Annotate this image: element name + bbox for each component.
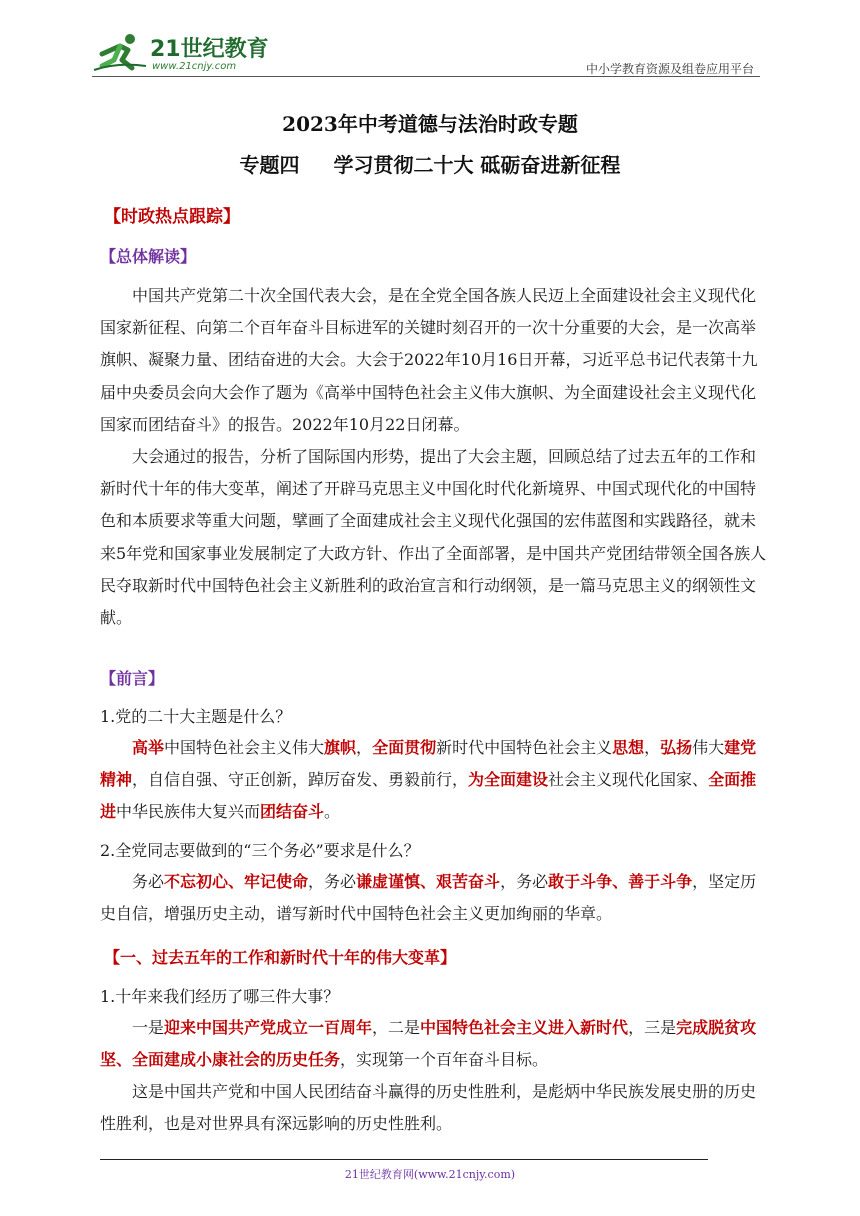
platform-name: 中小学教育资源及组卷应用平台 — [585, 62, 754, 76]
runner-logo-icon — [92, 32, 148, 72]
section1-question-1: 1.十年来我们经历了哪三件大事？ — [100, 987, 340, 1006]
text-run: 中华民族伟大复兴而 — [116, 802, 261, 822]
highlighted-phrase: 不忘初心、牢记使命 — [164, 872, 309, 891]
preface-answer-1 — [100, 732, 768, 829]
highlighted-phrase: 中国特色社会主义进入新时代 — [420, 1018, 629, 1037]
text-run: 社会主义现代化国家、 — [548, 770, 709, 790]
section1-paragraph-2: 这是中国共产党和中国人民团结奋斗赢得的历史性胜利，是彪炳中华民族发展史册的历史性胜利，也是对世界具有深远影响的历史性胜利。 — [100, 1082, 757, 1134]
highlighted-phrase: 为全面建设 — [468, 770, 549, 790]
overview-paragraph-2: 大会通过的报告，分析了国际国内形势，提出了大会主题，回顾总结了过去五年的工作和新时代十年的伟大变革，阐述了开辟马克思主义中国化时代化新境界、中国式现代化的中国特色和本质要求等重大问题，擘画了全面建成社会主义现代化强国的宏伟蓝图和实践路径，就未来5年党和国家事业发展制定了大政方针、作出了全面部署，是中国共产党团结带领全国各族人民夺取新时代中国特色社会主义新胜利的政治宣言和行动纲领，是一篇马克思主义的纲领性文献。 — [100, 447, 767, 628]
highlighted-phrase: 思想 — [612, 738, 645, 757]
text-run: ，务必 — [308, 872, 357, 891]
preface-answer-2 — [100, 866, 768, 930]
highlighted-phrase: 团结奋斗 — [260, 802, 325, 822]
text-run: 新时代中国特色社会主义 — [436, 738, 613, 757]
text-run: ， — [644, 738, 661, 757]
page-subtitle: 专题四 学习贯彻二十大 砥砺奋进新征程 — [239, 153, 621, 177]
highlighted-phrase: 建党精神 — [100, 738, 757, 790]
section-heading-hot: 【时政热点跟踪】 — [104, 207, 240, 227]
section1-answer-1 — [100, 1012, 768, 1076]
highlighted-phrase: 全面贯彻 — [372, 738, 437, 757]
preface-question-1: 1.党的二十大主题是什么？ — [100, 707, 292, 726]
text-run: 。 — [324, 802, 341, 822]
highlighted-phrase: 迎来中国共产党成立一百周年 — [164, 1018, 373, 1037]
highlighted-phrase: 弘扬 — [660, 738, 693, 757]
page-title: 2023年中考道德与法治时政专题 — [282, 112, 578, 136]
text-run: 中国特色社会主义伟大 — [164, 738, 325, 757]
highlighted-phrase: 完成脱贫攻坚、全面建成小康社会的历史任务 — [100, 1018, 757, 1070]
preface-question-2: 2.全党同志要做到的“三个务必”要求是什么？ — [100, 841, 420, 860]
text-run: ，二是 — [372, 1018, 421, 1037]
section-heading-1: 【一、过去五年的工作和新时代十年的伟大变革】 — [104, 948, 457, 967]
highlighted-phrase: 谦虚谨慎、艰苦奋斗 — [356, 872, 501, 891]
text-run: ，务必 — [500, 872, 549, 891]
text-run: ，三是 — [628, 1018, 677, 1037]
highlighted-phrase: 敢于斗争、善于斗争 — [548, 872, 693, 891]
logo-text: 21世纪教育 — [150, 37, 269, 62]
header-divider — [92, 76, 760, 77]
preface-heading: 【前言】 — [100, 669, 165, 688]
overview-heading: 【总体解读】 — [100, 247, 197, 266]
text-run: ， — [356, 738, 373, 757]
page-footer[interactable]: 21世纪教育网(www.21cnjy.com) — [344, 1168, 516, 1181]
page-header — [92, 28, 760, 80]
text-run: ，实现第一个百年奋斗目标。 — [340, 1050, 549, 1070]
footer-divider — [100, 1159, 708, 1160]
highlighted-phrase: 高举 — [132, 738, 165, 757]
text-run: ，坚定历史自信，增强历史主动，谱写新时代中国特色社会主义更加绚丽的华章。 — [100, 872, 757, 924]
text-run: 伟大 — [692, 738, 725, 757]
text-run: 一是 — [132, 1018, 165, 1037]
site-logo[interactable] — [92, 28, 292, 78]
overview-paragraph-1: 中国共产党第二十次全国代表大会，是在全党全国各族人民迈上全面建设社会主义现代化国家新征程、向第二个百年奋斗目标进军的关键时刻召开的一次十分重要的大会，是一次高举旗帜、凝聚力量、团结奋进的大会。大会于2022年10月16日开幕，习近平总书记代表第十九届中央委员会向大会作了题为《高举中国特色社会主义伟大旗帜、为全面建设社会主义现代化国家而团结奋斗》的报告。2022年10月22日闭幕。 — [100, 286, 758, 434]
text-run: ，自信自强、守正创新，踔厉奋发、勇毅前行， — [132, 770, 469, 790]
logo-url: www.21cnjy.com — [152, 61, 237, 72]
highlighted-phrase: 旗帜 — [324, 738, 357, 757]
text-run: 务必 — [132, 872, 165, 891]
highlighted-phrase: 全面推进 — [100, 770, 757, 822]
